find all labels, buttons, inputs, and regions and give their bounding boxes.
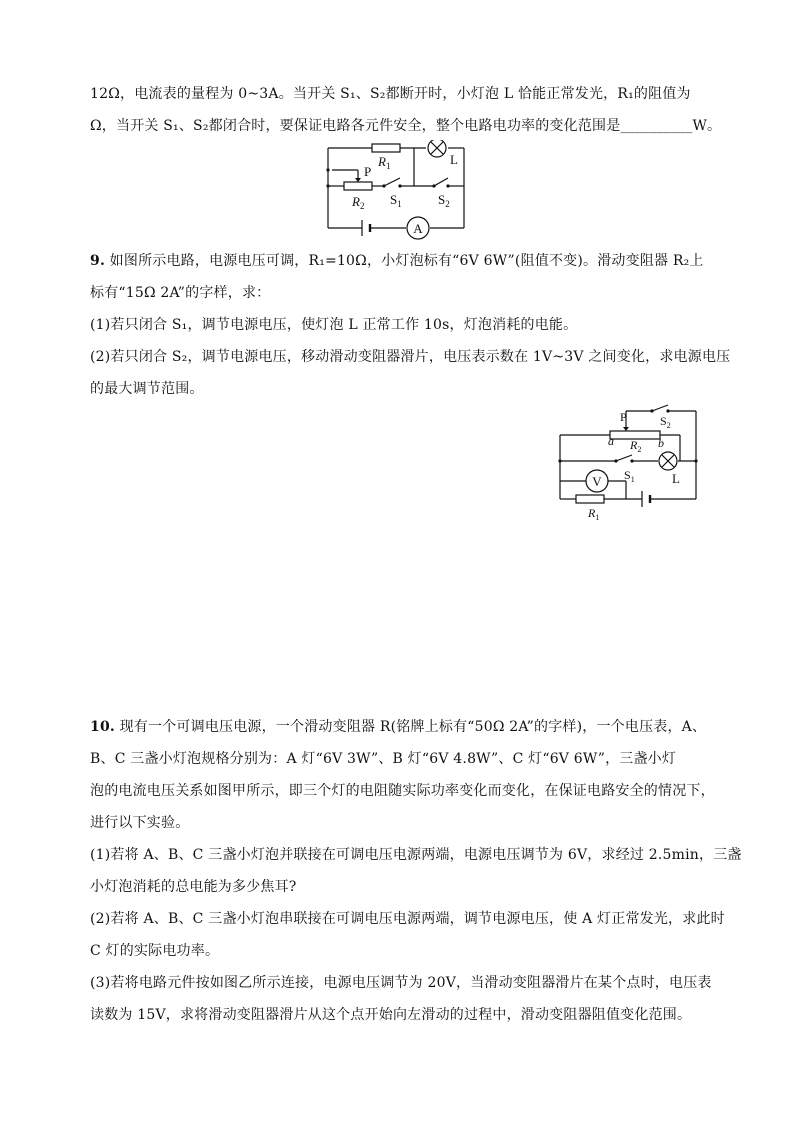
q10-line-1-text: 现有一个可调电压电源，一个滑动变阻器 R(铭牌上标有“50Ω 2A”的字样)，一个电压表，A、 xyxy=(114,719,707,735)
q10-part-3a: (3)若将电路元件按如图乙所示连接，电源电压调节为 20V，当滑动变阻器滑片在某个点时，电压表 xyxy=(90,975,712,991)
r2-label: $R_2$ xyxy=(630,438,642,454)
lamp-icon xyxy=(659,452,677,470)
q10-number: 10. xyxy=(90,719,115,735)
r1-label: $R_1$ xyxy=(588,506,600,522)
s1-label: $S_1$ xyxy=(390,192,402,209)
resistor-r1 xyxy=(576,495,604,503)
rheostat-r2 xyxy=(344,182,372,190)
q10-part-1b: 小灯泡消耗的总电能为多少焦耳? xyxy=(90,879,297,895)
voltmeter-icon xyxy=(586,470,608,492)
battery-icon xyxy=(642,491,650,507)
q10-line-2: B、C 三盏小灯泡规格分别为：A 灯“6V 3W”、B 灯“6V 4.8W”、C 灯“6V 6W”，三盏小灯 xyxy=(90,751,677,767)
end-a-label: a xyxy=(608,434,614,448)
q10-line-4: 进行以下实验。 xyxy=(90,815,190,831)
ammeter-label: A xyxy=(413,221,423,236)
circuit-diagram-1 xyxy=(322,140,472,240)
r1-label: $R_1$ xyxy=(378,154,391,171)
prev-question-line-2: Ω，当开关 S₁、S₂都闭合时，要保证电路各元件安全，整个电路电功率的变化范围是__________W。 xyxy=(90,118,722,134)
voltmeter-label: V xyxy=(592,474,602,489)
q9-line-2: 标有“15Ω 2A”的字样，求： xyxy=(90,285,271,301)
ammeter-icon xyxy=(407,217,429,239)
q9-part-1: (1)若只闭合 S₁，调节电源电压，使灯泡 L 正常工作 10s，灯泡消耗的电能。 xyxy=(90,317,578,333)
s2-label: $S_2$ xyxy=(660,414,671,430)
s1-label: $S_1$ xyxy=(624,468,635,484)
lamp-label: L xyxy=(450,152,458,167)
slider-p-label: P xyxy=(364,164,372,179)
end-b-label: b xyxy=(658,436,664,450)
q9-number: 9. xyxy=(90,253,106,269)
q10-part-2a: (2)若将 A、B、C 三盏小灯泡串联接在可调电压电源两端，调节电源电压，使 A 灯正常发光，求此时 xyxy=(90,911,725,927)
q10-line-3: 泡的电流电压关系如图甲所示，即三个灯的电阻随实际功率变化而变化，在保证电路安全的情况下， xyxy=(90,783,715,799)
q9-part-2b: 的最大调节范围。 xyxy=(90,381,204,397)
prev-question-line-1: 12Ω，电流表的量程为 0~3A。当开关 S₁、S₂都断开时，小灯泡 L 恰能正常发光，R₁的阻值为 xyxy=(90,86,691,102)
q10-part-2b: C 灯的实际电功率。 xyxy=(90,943,220,959)
q10-part-1a: (1)若将 A、B、C 三盏小灯泡并联接在可调电压电源两端，电源电压调节为 6V，求经过 2.5min，三盏 xyxy=(90,847,742,863)
q10-part-3b: 读数为 15V，求将滑动变阻器滑片从这个点开始向左滑动的过程中，滑动变阻器阻值变化范围。 xyxy=(90,1007,692,1023)
resistor-r1 xyxy=(372,144,400,152)
lamp-icon xyxy=(428,140,446,157)
circuit-diagram-2 xyxy=(550,403,702,525)
r2-label: $R_2$ xyxy=(352,194,365,211)
s2-label: $S_2$ xyxy=(438,192,450,209)
q9-part-2a: (2)若只闭合 S₂，调节电源电压，移动滑动变阻器滑片，电压表示数在 1V~3V 之间变化，求电源电压 xyxy=(90,349,731,365)
q10-line-1 xyxy=(90,716,706,736)
lamp-label: L xyxy=(672,471,680,486)
q9-line-1-text: 如图所示电路，电源电压可调，R₁=10Ω，小灯泡标有“6V 6W”(阻值不变)。滑动变阻器 R₂上 xyxy=(105,253,704,269)
battery-icon xyxy=(362,220,370,236)
slider-p-label: P xyxy=(620,410,627,424)
q9-line-1 xyxy=(90,250,704,270)
